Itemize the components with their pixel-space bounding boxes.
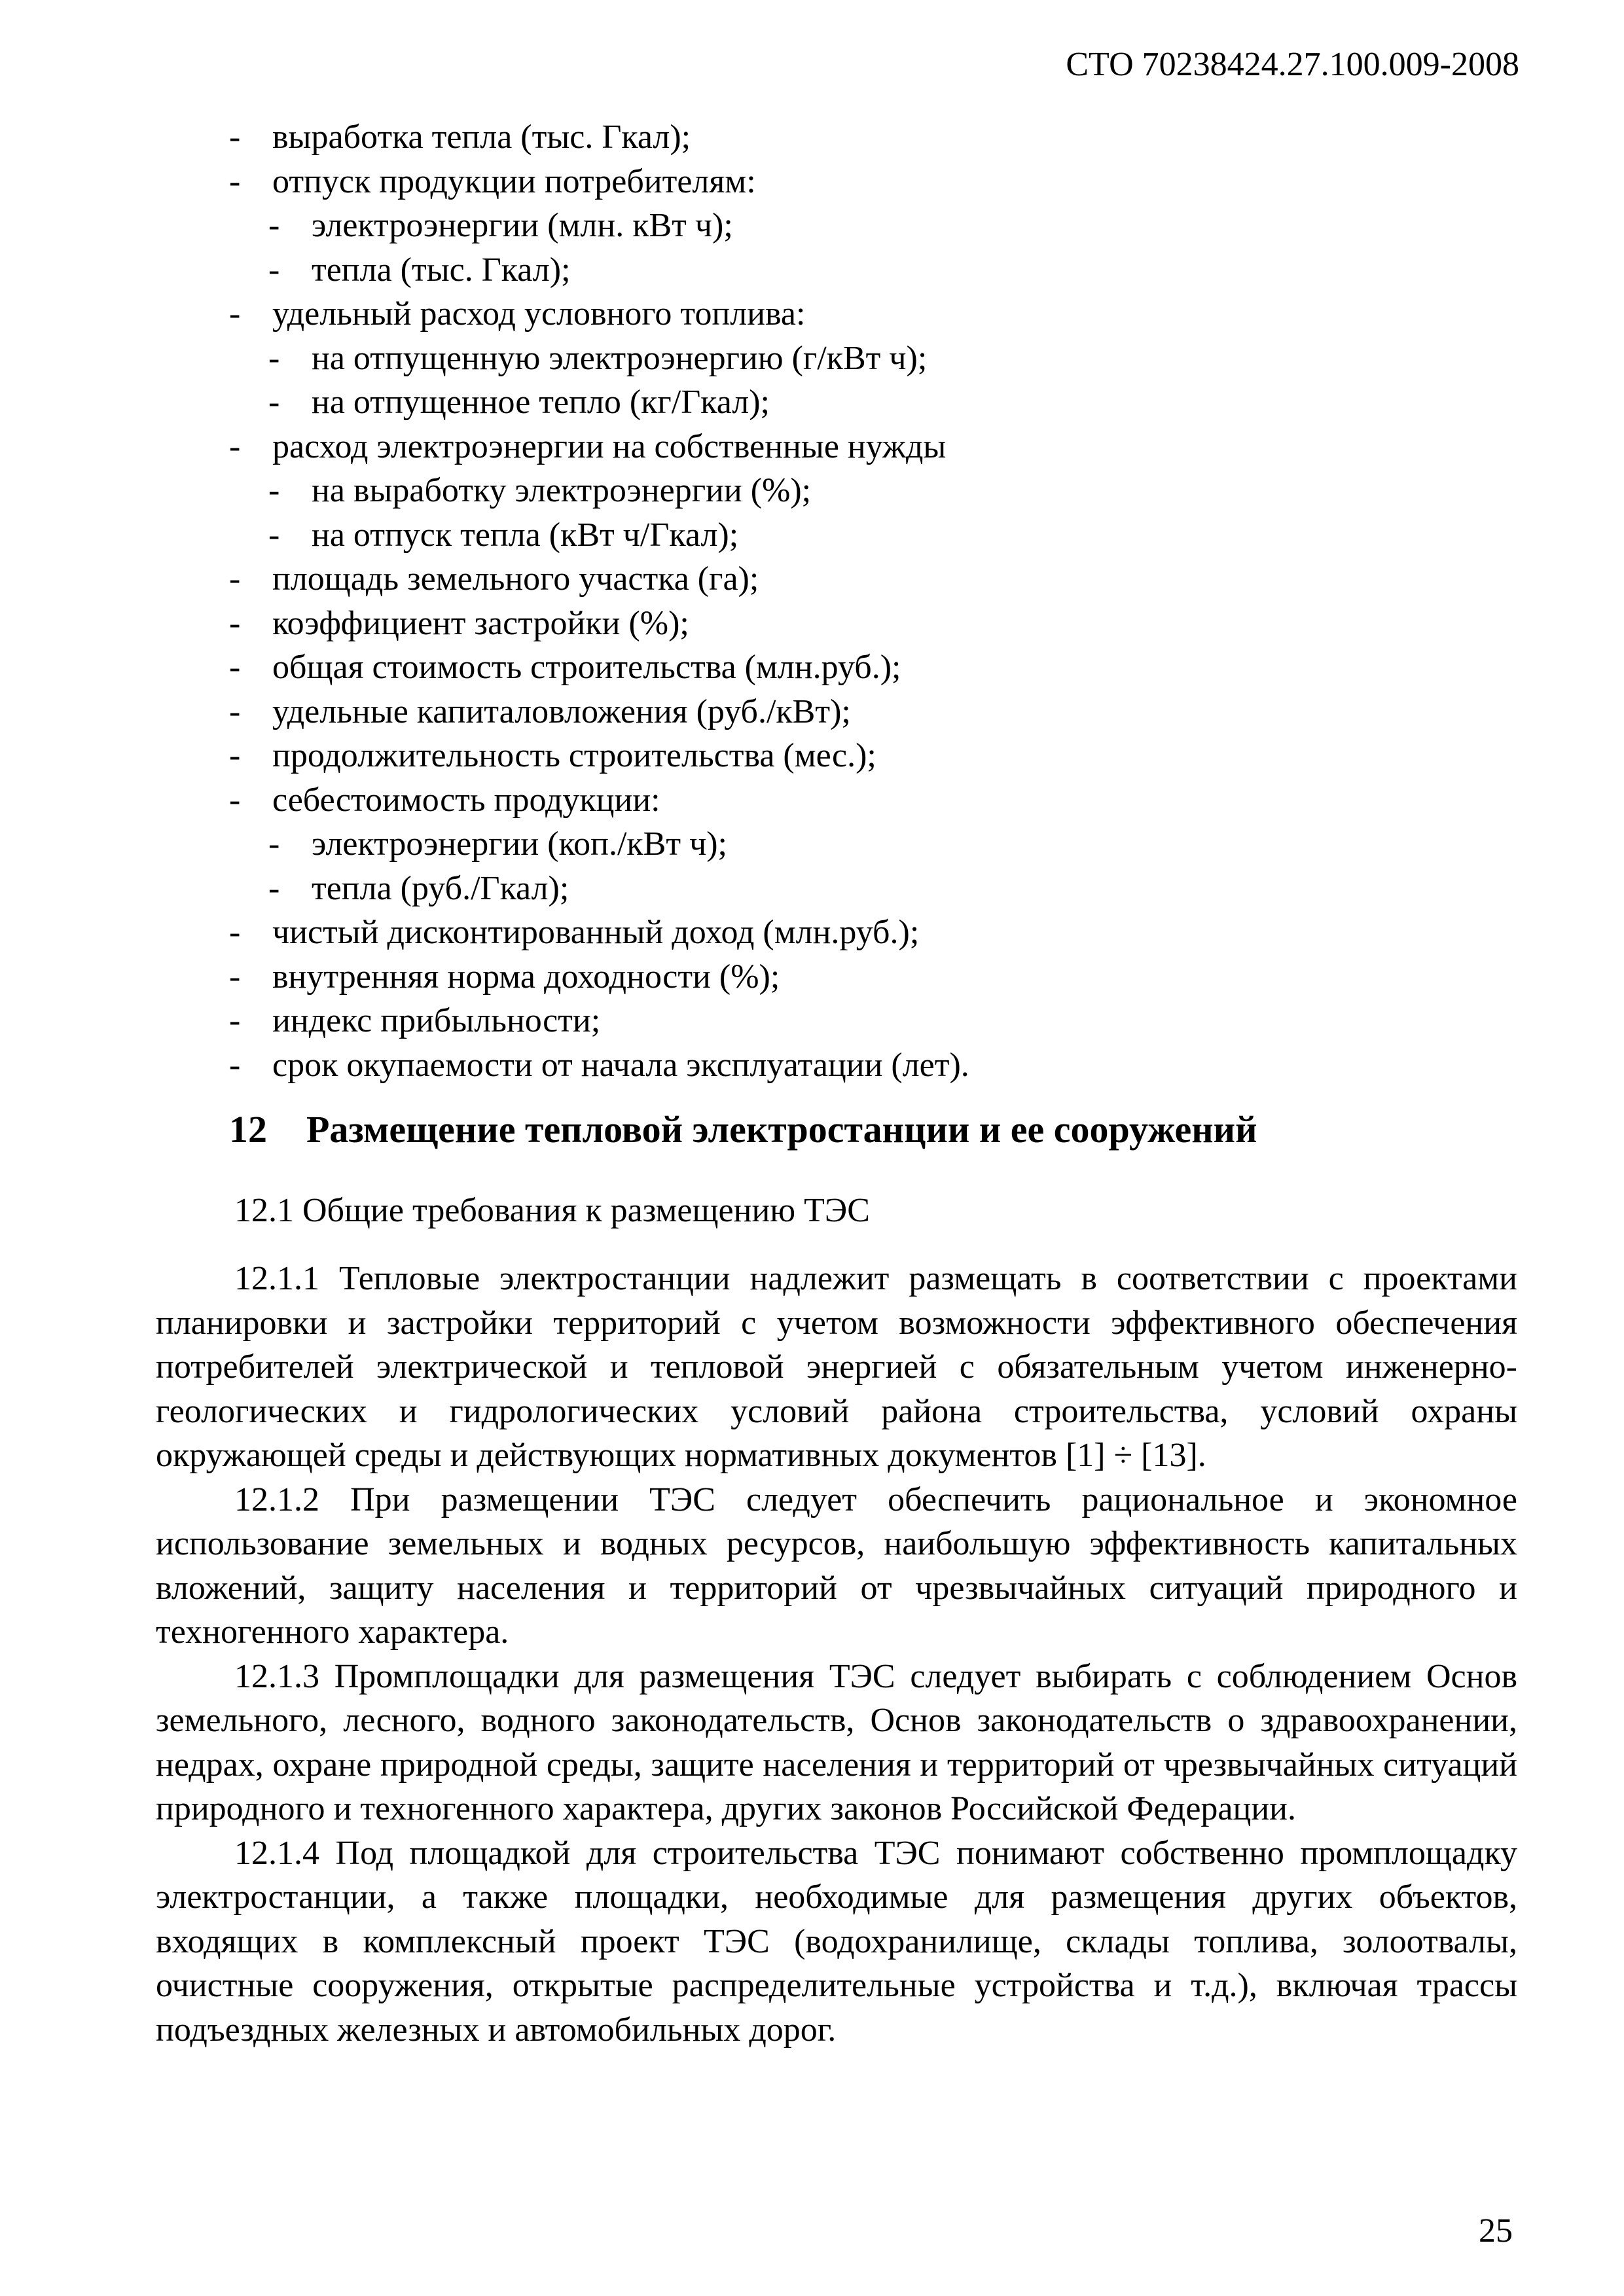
paragraph: 12.1.4 Под площадкой для строительства ТЭС понимают собственно промплощадку электростанции, а также площадки, необходимые для размещения других объектов, входящих в комплексный проект ТЭС (водохранилище, склады топлива, золоотвалы, очистные сооружения, открытые распределительные устройства и т.д.), включая трассы подъездных железных и автомобильных дорог. bbox=[156, 1834, 1517, 2049]
list-item-text: продолжительность строительства (мес.); bbox=[272, 737, 876, 774]
list-item bbox=[156, 734, 1517, 778]
list-item bbox=[156, 645, 1517, 690]
list-item-text: внутренняя норма доходности (%); bbox=[272, 958, 780, 996]
list-item bbox=[156, 557, 1517, 601]
list-marker: - bbox=[268, 516, 280, 554]
list-subitem bbox=[156, 248, 1517, 293]
list-marker: - bbox=[229, 737, 241, 774]
paragraph: 12.1.1 Тепловые электростанции надлежит размещать в соответствии с проектами планировки и застройки территорий с учетом возможности эффективного обеспечения потребителей электрической и тепловой энергией с обязательным учетом инженерно-геологических и гидрологических условий района строительства, условий охраны окружающей среды и действующих нормативных документов [1] ÷ [13]. bbox=[156, 1260, 1517, 1474]
list-item bbox=[156, 1043, 1517, 1088]
list-marker: - bbox=[229, 560, 241, 598]
list-marker: - bbox=[229, 692, 241, 730]
list-item-text: на отпущенную электроэнергию (г/кВт ч); bbox=[312, 339, 928, 377]
list-item-text: электроэнергии (млн. кВт ч); bbox=[312, 207, 733, 244]
list-marker: - bbox=[229, 604, 241, 642]
list-subitem bbox=[156, 867, 1517, 911]
list-subitem bbox=[156, 204, 1517, 248]
list-item-text: чистый дисконтированный доход (млн.руб.); bbox=[272, 914, 920, 951]
list-marker: - bbox=[229, 295, 241, 332]
list-marker: - bbox=[229, 427, 241, 465]
list-item-text: отпуск продукции потребителям: bbox=[272, 162, 756, 200]
list-item bbox=[156, 910, 1517, 955]
list-marker: - bbox=[268, 825, 280, 863]
document-code: СТО 70238424.27.100.009-2008 bbox=[1066, 46, 1519, 83]
list-marker: - bbox=[229, 162, 241, 200]
list-item-text: себестоимость продукции: bbox=[272, 781, 660, 819]
list-item-text: электроэнергии (коп./кВт ч); bbox=[312, 825, 727, 863]
list-item bbox=[156, 160, 1517, 204]
list-item-text: удельные капиталовложения (руб./кВт); bbox=[272, 692, 851, 730]
list-item-text: выработка тепла (тыс. Гкал); bbox=[272, 118, 691, 156]
list-marker: - bbox=[268, 339, 280, 377]
list-marker: - bbox=[268, 472, 280, 509]
subsection-title: 12.1 Общие требования к размещению ТЭС bbox=[234, 1192, 870, 1229]
list-item-text: индекс прибыльности; bbox=[272, 1002, 601, 1039]
list-marker: - bbox=[229, 1046, 241, 1084]
paragraph: 12.1.3 Промплощадки для размещения ТЭС следует выбирать с соблюдением Основ земельного, лесного, водного законодательств, Основ законодательств о здравоохранении, недрах, охране природной среды, защите населения и территорий от чрезвычайных ситуаций природного и техногенного характера, других законов Российской Федерации. bbox=[156, 1657, 1517, 1827]
list-marker: - bbox=[229, 958, 241, 996]
list-item bbox=[156, 955, 1517, 999]
page-content bbox=[156, 115, 1517, 2049]
list-item bbox=[156, 292, 1517, 336]
list-subitem bbox=[156, 513, 1517, 558]
list-item-text: площадь земельного участка (га); bbox=[272, 560, 759, 598]
list-item-text: тепла (руб./Гкал); bbox=[312, 869, 569, 907]
paragraphs bbox=[156, 1257, 1517, 2052]
list-marker: - bbox=[268, 251, 280, 289]
section-title: Размещение тепловой электростанции и ее сооружений bbox=[306, 1108, 1257, 1151]
list-marker: - bbox=[229, 118, 241, 156]
list-item-text: на отпущенное тепло (кг/Гкал); bbox=[312, 384, 770, 421]
list-item-text: срок окупаемости от начала эксплуатации (лет). bbox=[272, 1046, 969, 1084]
list-item bbox=[156, 999, 1517, 1043]
list-marker: - bbox=[268, 869, 280, 907]
indicator-list bbox=[156, 115, 1517, 1087]
list-subitem bbox=[156, 380, 1517, 425]
list-item bbox=[156, 425, 1517, 469]
list-item bbox=[156, 778, 1517, 823]
list-item-text: общая стоимость строительства (млн.руб.); bbox=[272, 649, 901, 686]
list-item bbox=[156, 601, 1517, 646]
list-marker: - bbox=[229, 914, 241, 951]
list-item-text: на выработку электроэнергии (%); bbox=[312, 472, 812, 509]
list-item bbox=[156, 115, 1517, 160]
list-subitem bbox=[156, 336, 1517, 381]
list-item-text: удельный расход условного топлива: bbox=[272, 295, 806, 332]
paragraph: 12.1.2 При размещении ТЭС следует обеспечить рациональное и экономное использование земельных и водных ресурсов, наибольшую эффективность капитальных вложений, защиту населения и территорий от чрезвычайных ситуаций природного и техногенного характера. bbox=[156, 1480, 1517, 1651]
list-item-text: расход электроэнергии на собственные нужды bbox=[272, 427, 947, 465]
list-marker: - bbox=[229, 781, 241, 819]
list-marker: - bbox=[229, 649, 241, 686]
list-item-text: тепла (тыс. Гкал); bbox=[312, 251, 571, 289]
list-subitem bbox=[156, 469, 1517, 513]
page-number: 25 bbox=[1479, 2212, 1513, 2250]
list-marker: - bbox=[268, 207, 280, 244]
section-number: 12 bbox=[229, 1108, 267, 1151]
list-item-text: коэффициент застройки (%); bbox=[272, 604, 689, 642]
list-item-text: на отпуск тепла (кВт ч/Гкал); bbox=[312, 516, 739, 554]
list-subitem bbox=[156, 822, 1517, 867]
list-marker: - bbox=[268, 384, 280, 421]
list-item bbox=[156, 690, 1517, 734]
list-marker: - bbox=[229, 1002, 241, 1039]
section-heading bbox=[229, 1103, 1257, 1156]
